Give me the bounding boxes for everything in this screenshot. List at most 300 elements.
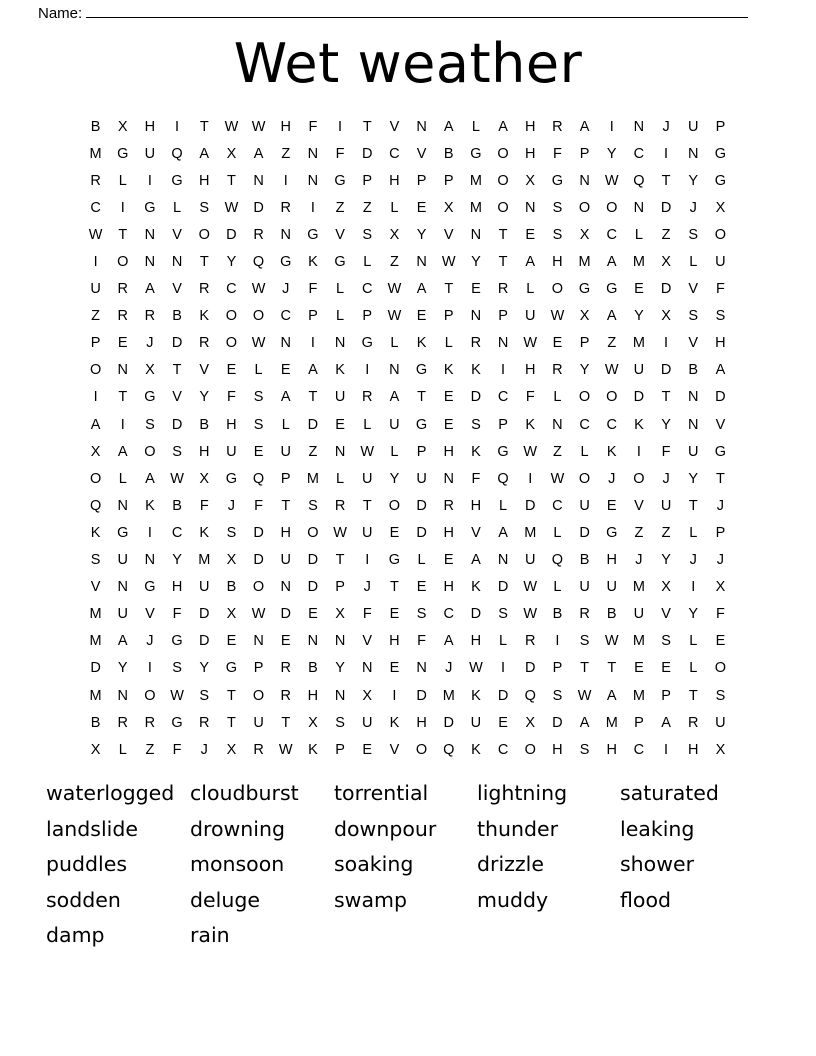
word-list-item[interactable]: saturated bbox=[620, 781, 719, 805]
grid-cell[interactable]: D bbox=[552, 714, 563, 731]
grid-cell[interactable]: K bbox=[145, 497, 155, 514]
grid-cell[interactable]: S bbox=[688, 226, 699, 243]
grid-cell[interactable]: A bbox=[199, 145, 210, 162]
grid-cell[interactable]: Y bbox=[688, 470, 699, 487]
grid-cell[interactable]: P bbox=[661, 687, 671, 704]
grid-cell[interactable]: T bbox=[661, 172, 671, 189]
grid-cell[interactable]: N bbox=[443, 470, 454, 487]
grid-cell[interactable]: W bbox=[251, 606, 266, 623]
grid-cell[interactable]: Q bbox=[524, 687, 536, 704]
grid-cell[interactable]: D bbox=[715, 389, 726, 406]
grid-cell[interactable]: E bbox=[389, 660, 400, 677]
grid-cell[interactable]: N bbox=[280, 579, 291, 596]
grid-cell[interactable]: I bbox=[147, 660, 152, 677]
grid-cell[interactable]: L bbox=[689, 524, 698, 541]
grid-cell[interactable]: P bbox=[308, 308, 318, 325]
grid-cell[interactable]: A bbox=[606, 254, 617, 271]
grid-cell[interactable]: G bbox=[117, 524, 129, 541]
grid-cell[interactable]: D bbox=[90, 660, 101, 677]
grid-cell[interactable]: O bbox=[252, 579, 265, 596]
grid-cell[interactable]: L bbox=[689, 633, 698, 650]
grid-cell[interactable]: V bbox=[471, 524, 481, 541]
grid-cell[interactable]: B bbox=[552, 606, 563, 623]
grid-cell[interactable]: R bbox=[688, 714, 699, 731]
grid-cell[interactable]: D bbox=[660, 281, 672, 298]
grid-cell[interactable]: P bbox=[416, 443, 427, 460]
grid-cell[interactable]: O bbox=[606, 389, 618, 406]
grid-cell[interactable]: X bbox=[145, 362, 155, 379]
grid-cell[interactable]: E bbox=[280, 633, 291, 650]
grid-cell[interactable]: Q bbox=[171, 145, 183, 162]
grid-cell[interactable]: H bbox=[470, 633, 482, 650]
grid-cell[interactable]: O bbox=[497, 172, 509, 189]
grid-cell[interactable]: S bbox=[172, 443, 182, 460]
grid-cell[interactable]: J bbox=[716, 497, 725, 514]
grid-cell[interactable]: R bbox=[117, 281, 128, 298]
grid-cell[interactable]: X bbox=[335, 606, 345, 623]
grid-cell[interactable]: V bbox=[172, 389, 182, 406]
grid-cell[interactable]: R bbox=[497, 281, 509, 298]
grid-cell[interactable]: Z bbox=[362, 199, 372, 216]
grid-cell[interactable]: P bbox=[634, 714, 644, 731]
grid-cell[interactable]: S bbox=[172, 660, 182, 677]
grid-cell[interactable]: G bbox=[334, 254, 346, 271]
grid-cell[interactable]: U bbox=[199, 579, 210, 596]
grid-cell[interactable]: F bbox=[226, 389, 236, 406]
grid-cell[interactable]: S bbox=[226, 524, 237, 541]
grid-cell[interactable]: M bbox=[578, 254, 591, 271]
grid-cell[interactable]: N bbox=[552, 416, 563, 433]
grid-cell[interactable]: D bbox=[443, 714, 454, 731]
grid-cell[interactable]: K bbox=[525, 416, 536, 433]
grid-cell[interactable]: M bbox=[442, 687, 455, 704]
grid-cell[interactable]: F bbox=[254, 497, 263, 514]
grid-cell[interactable]: T bbox=[281, 714, 291, 731]
grid-cell[interactable]: N bbox=[497, 335, 509, 352]
grid-cell[interactable]: P bbox=[498, 308, 508, 325]
grid-cell[interactable]: Y bbox=[606, 145, 617, 162]
word-list-item[interactable]: damp bbox=[46, 923, 105, 948]
grid-cell[interactable]: A bbox=[253, 145, 264, 162]
grid-cell[interactable]: N bbox=[144, 226, 156, 243]
grid-cell[interactable]: P bbox=[416, 172, 427, 189]
grid-cell[interactable]: Q bbox=[89, 497, 102, 514]
word-list-item[interactable]: landslide bbox=[46, 816, 138, 841]
grid-cell[interactable]: E bbox=[634, 281, 644, 298]
grid-cell[interactable]: Y bbox=[688, 606, 699, 623]
grid-cell[interactable]: T bbox=[417, 389, 426, 406]
grid-cell[interactable]: A bbox=[498, 524, 508, 541]
grid-cell[interactable]: S bbox=[199, 199, 210, 216]
grid-cell[interactable]: Y bbox=[661, 552, 671, 569]
grid-cell[interactable]: I bbox=[636, 443, 641, 460]
grid-cell[interactable]: G bbox=[415, 416, 428, 433]
grid-cell[interactable]: H bbox=[389, 633, 400, 650]
grid-cell[interactable]: F bbox=[715, 606, 725, 623]
grid-cell[interactable]: U bbox=[525, 308, 536, 325]
grid-cell[interactable]: R bbox=[253, 741, 264, 758]
grid-cell[interactable]: X bbox=[90, 741, 101, 758]
grid-cell[interactable]: Y bbox=[471, 254, 481, 271]
grid-cell[interactable]: L bbox=[281, 416, 290, 433]
grid-cell[interactable]: N bbox=[633, 199, 645, 216]
grid-cell[interactable]: J bbox=[689, 199, 697, 216]
grid-cell[interactable]: L bbox=[526, 281, 535, 298]
grid-cell[interactable]: T bbox=[580, 660, 589, 677]
grid-cell[interactable]: K bbox=[471, 579, 481, 596]
grid-cell[interactable]: N bbox=[117, 687, 128, 704]
grid-cell[interactable]: W bbox=[251, 118, 266, 135]
grid-cell[interactable]: Y bbox=[389, 470, 400, 487]
grid-cell[interactable]: P bbox=[335, 579, 345, 596]
grid-cell[interactable]: J bbox=[146, 633, 154, 650]
grid-cell[interactable]: J bbox=[445, 660, 453, 677]
grid-cell[interactable]: H bbox=[525, 362, 536, 379]
grid-cell[interactable]: O bbox=[388, 497, 401, 514]
grid-cell[interactable]: U bbox=[660, 497, 672, 514]
grid-cell[interactable]: P bbox=[579, 335, 590, 352]
grid-cell[interactable]: I bbox=[365, 362, 370, 379]
grid-cell[interactable]: R bbox=[280, 660, 291, 677]
grid-cell[interactable]: L bbox=[336, 281, 345, 298]
grid-cell[interactable]: Z bbox=[389, 254, 399, 271]
grid-cell[interactable]: A bbox=[498, 118, 508, 135]
grid-cell[interactable]: B bbox=[90, 118, 101, 135]
word-list-item[interactable]: shower bbox=[620, 852, 695, 877]
grid-cell[interactable]: B bbox=[688, 362, 699, 379]
grid-cell[interactable]: V bbox=[661, 606, 671, 623]
grid-cell[interactable]: M bbox=[524, 524, 537, 541]
grid-cell[interactable]: L bbox=[390, 199, 399, 216]
grid-cell[interactable]: P bbox=[715, 524, 726, 541]
grid-cell[interactable]: E bbox=[335, 416, 345, 433]
grid-cell[interactable]: A bbox=[606, 308, 617, 325]
grid-cell[interactable]: F bbox=[308, 118, 318, 135]
grid-cell[interactable]: Y bbox=[199, 660, 210, 677]
grid-cell[interactable]: W bbox=[170, 470, 184, 487]
grid-cell[interactable]: S bbox=[90, 552, 101, 569]
grid-cell[interactable]: N bbox=[307, 633, 319, 650]
grid-cell[interactable]: I bbox=[310, 335, 315, 352]
grid-cell[interactable]: C bbox=[633, 741, 645, 758]
grid-cell[interactable]: C bbox=[633, 145, 645, 162]
grid-cell[interactable]: L bbox=[553, 579, 562, 596]
grid-cell[interactable]: F bbox=[661, 443, 671, 460]
grid-cell[interactable]: J bbox=[608, 470, 616, 487]
grid-cell[interactable]: T bbox=[226, 687, 236, 704]
grid-cell[interactable]: H bbox=[715, 335, 726, 352]
grid-cell[interactable]: R bbox=[552, 118, 563, 135]
grid-cell[interactable]: F bbox=[172, 606, 182, 623]
grid-cell[interactable]: Y bbox=[634, 308, 644, 325]
grid-cell[interactable]: D bbox=[416, 497, 427, 514]
grid-cell[interactable]: D bbox=[226, 226, 237, 243]
grid-cell[interactable]: N bbox=[470, 226, 482, 243]
grid-cell[interactable]: E bbox=[634, 660, 644, 677]
grid-cell[interactable]: O bbox=[415, 741, 428, 758]
grid-cell[interactable]: T bbox=[607, 660, 617, 677]
grid-cell[interactable]: A bbox=[389, 389, 400, 406]
grid-cell[interactable]: H bbox=[389, 172, 400, 189]
grid-cell[interactable]: X bbox=[226, 741, 237, 758]
grid-cell[interactable]: E bbox=[280, 362, 291, 379]
grid-cell[interactable]: Y bbox=[661, 416, 671, 433]
grid-cell[interactable]: U bbox=[90, 281, 101, 298]
grid-cell[interactable]: O bbox=[144, 443, 156, 460]
grid-cell[interactable]: I bbox=[365, 552, 370, 569]
grid-cell[interactable]: S bbox=[199, 687, 210, 704]
word-list-item[interactable]: swamp bbox=[334, 887, 407, 912]
grid-cell[interactable]: K bbox=[199, 524, 210, 541]
word-list-item[interactable]: sodden bbox=[46, 887, 121, 912]
grid-cell[interactable]: K bbox=[199, 308, 210, 325]
grid-cell[interactable]: Z bbox=[281, 145, 291, 162]
grid-cell[interactable]: G bbox=[578, 281, 591, 298]
grid-cell[interactable]: S bbox=[416, 606, 427, 623]
grid-cell[interactable]: R bbox=[280, 199, 291, 216]
grid-cell[interactable]: B bbox=[172, 308, 182, 325]
grid-cell[interactable]: U bbox=[117, 606, 128, 623]
grid-cell[interactable]: Y bbox=[335, 660, 345, 677]
grid-cell[interactable]: Y bbox=[226, 254, 237, 271]
grid-cell[interactable]: A bbox=[661, 714, 671, 731]
grid-cell[interactable]: L bbox=[499, 497, 508, 514]
grid-cell[interactable]: K bbox=[308, 254, 318, 271]
grid-cell[interactable]: Y bbox=[579, 362, 590, 379]
grid-cell[interactable]: N bbox=[117, 362, 128, 379]
grid-cell[interactable]: Q bbox=[551, 552, 564, 569]
grid-cell[interactable]: S bbox=[498, 606, 508, 623]
grid-cell[interactable]: R bbox=[144, 308, 156, 325]
grid-cell[interactable]: V bbox=[416, 145, 427, 162]
grid-cell[interactable]: C bbox=[497, 389, 509, 406]
grid-cell[interactable]: S bbox=[308, 497, 318, 514]
grid-cell[interactable]: J bbox=[363, 579, 371, 596]
grid-cell[interactable]: W bbox=[469, 660, 483, 677]
grid-cell[interactable]: E bbox=[226, 362, 237, 379]
grid-cell[interactable]: A bbox=[308, 362, 318, 379]
grid-cell[interactable]: U bbox=[334, 389, 346, 406]
grid-cell[interactable]: T bbox=[172, 362, 182, 379]
grid-cell[interactable]: N bbox=[171, 254, 183, 271]
grid-cell[interactable]: V bbox=[362, 633, 373, 650]
grid-cell[interactable]: W bbox=[523, 335, 538, 352]
grid-cell[interactable]: Y bbox=[688, 172, 699, 189]
grid-cell[interactable]: N bbox=[416, 254, 427, 271]
grid-cell[interactable]: O bbox=[89, 470, 102, 487]
grid-cell[interactable]: D bbox=[253, 524, 264, 541]
grid-cell[interactable]: G bbox=[470, 145, 482, 162]
grid-cell[interactable]: Q bbox=[252, 254, 265, 271]
grid-cell[interactable]: H bbox=[525, 118, 536, 135]
grid-cell[interactable]: R bbox=[117, 308, 128, 325]
grid-cell[interactable]: N bbox=[307, 145, 319, 162]
grid-cell[interactable]: T bbox=[335, 552, 345, 569]
grid-cell[interactable]: U bbox=[144, 145, 156, 162]
grid-cell[interactable]: O bbox=[714, 226, 727, 243]
grid-cell[interactable]: L bbox=[634, 226, 643, 243]
grid-cell[interactable]: A bbox=[606, 687, 617, 704]
grid-cell[interactable]: J bbox=[227, 497, 236, 514]
grid-cell[interactable]: G bbox=[714, 145, 727, 162]
grid-cell[interactable]: H bbox=[552, 254, 563, 271]
grid-cell[interactable]: W bbox=[387, 281, 402, 298]
grid-cell[interactable]: U bbox=[226, 443, 237, 460]
grid-cell[interactable]: D bbox=[660, 199, 672, 216]
grid-cell[interactable]: E bbox=[471, 281, 481, 298]
grid-cell[interactable]: M bbox=[198, 552, 211, 569]
grid-cell[interactable]: A bbox=[443, 633, 454, 650]
word-list-item[interactable]: rain bbox=[190, 923, 230, 948]
grid-cell[interactable]: H bbox=[470, 497, 482, 514]
grid-cell[interactable]: O bbox=[578, 389, 591, 406]
grid-cell[interactable]: P bbox=[579, 145, 590, 162]
grid-cell[interactable]: U bbox=[633, 362, 645, 379]
grid-cell[interactable]: C bbox=[226, 281, 237, 298]
grid-cell[interactable]: F bbox=[362, 606, 372, 623]
grid-cell[interactable]: J bbox=[662, 470, 670, 487]
grid-cell[interactable]: I bbox=[691, 579, 696, 596]
grid-cell[interactable]: G bbox=[606, 281, 618, 298]
grid-cell[interactable]: U bbox=[280, 552, 291, 569]
grid-cell[interactable]: T bbox=[308, 389, 318, 406]
grid-cell[interactable]: S bbox=[661, 633, 671, 650]
grid-cell[interactable]: E bbox=[715, 633, 726, 650]
grid-cell[interactable]: P bbox=[715, 118, 726, 135]
grid-cell[interactable]: L bbox=[363, 254, 372, 271]
word-list-item[interactable]: leaking bbox=[620, 816, 695, 841]
word-list-item[interactable]: cloudburst bbox=[190, 781, 299, 805]
grid-cell[interactable]: E bbox=[443, 416, 454, 433]
grid-cell[interactable]: M bbox=[89, 687, 102, 704]
grid-cell[interactable]: E bbox=[498, 714, 508, 731]
grid-cell[interactable]: X bbox=[715, 741, 726, 758]
grid-cell[interactable]: K bbox=[634, 416, 644, 433]
grid-cell[interactable]: N bbox=[525, 199, 536, 216]
grid-cell[interactable]: E bbox=[416, 308, 427, 325]
grid-cell[interactable]: M bbox=[605, 714, 618, 731]
grid-cell[interactable]: N bbox=[334, 335, 346, 352]
grid-cell[interactable]: H bbox=[199, 443, 210, 460]
grid-cell[interactable]: T bbox=[362, 118, 372, 135]
grid-cell[interactable]: L bbox=[390, 335, 399, 352]
grid-cell[interactable]: N bbox=[497, 552, 509, 569]
grid-cell[interactable]: Y bbox=[117, 660, 128, 677]
grid-cell[interactable]: X bbox=[715, 199, 726, 216]
grid-cell[interactable]: G bbox=[361, 335, 373, 352]
grid-cell[interactable]: W bbox=[550, 470, 565, 487]
grid-cell[interactable]: Q bbox=[497, 470, 509, 487]
grid-cell[interactable]: E bbox=[308, 606, 318, 623]
grid-cell[interactable]: U bbox=[525, 552, 536, 569]
grid-cell[interactable]: H bbox=[280, 118, 291, 135]
word-list-item[interactable]: flood bbox=[620, 887, 672, 912]
grid-cell[interactable]: U bbox=[606, 579, 617, 596]
grid-cell[interactable]: H bbox=[171, 579, 183, 596]
grid-cell[interactable]: L bbox=[118, 172, 127, 189]
grid-cell[interactable]: E bbox=[362, 741, 373, 758]
grid-cell[interactable]: X bbox=[661, 308, 671, 325]
grid-cell[interactable]: F bbox=[335, 145, 345, 162]
grid-cell[interactable]: G bbox=[117, 145, 129, 162]
grid-cell[interactable]: H bbox=[552, 741, 563, 758]
grid-cell[interactable]: S bbox=[579, 633, 590, 650]
grid-cell[interactable]: O bbox=[144, 687, 156, 704]
grid-cell[interactable]: C bbox=[362, 281, 373, 298]
grid-cell[interactable]: W bbox=[550, 308, 565, 325]
grid-cell[interactable]: I bbox=[93, 389, 98, 406]
grid-cell[interactable]: V bbox=[715, 416, 726, 433]
grid-cell[interactable]: Z bbox=[335, 199, 345, 216]
grid-cell[interactable]: E bbox=[416, 579, 427, 596]
grid-cell[interactable]: B bbox=[199, 416, 210, 433]
grid-cell[interactable]: W bbox=[88, 226, 103, 243]
grid-cell[interactable]: F bbox=[552, 145, 562, 162]
grid-cell[interactable]: Z bbox=[91, 308, 100, 325]
grid-cell[interactable]: O bbox=[252, 687, 265, 704]
grid-cell[interactable]: D bbox=[171, 335, 183, 352]
grid-cell[interactable]: N bbox=[334, 687, 346, 704]
grid-cell[interactable]: B bbox=[606, 606, 617, 623]
grid-cell[interactable]: X bbox=[525, 714, 536, 731]
grid-cell[interactable]: X bbox=[226, 552, 237, 569]
grid-cell[interactable]: B bbox=[443, 145, 454, 162]
grid-cell[interactable]: U bbox=[362, 714, 373, 731]
grid-cell[interactable]: D bbox=[253, 199, 264, 216]
grid-cell[interactable]: E bbox=[389, 524, 400, 541]
grid-cell[interactable]: C bbox=[171, 524, 183, 541]
grid-cell[interactable]: U bbox=[389, 416, 400, 433]
grid-cell[interactable]: F bbox=[308, 281, 318, 298]
grid-cell[interactable]: X bbox=[117, 118, 128, 135]
grid-cell[interactable]: N bbox=[633, 118, 645, 135]
grid-cell[interactable]: D bbox=[416, 524, 427, 541]
grid-cell[interactable]: Y bbox=[416, 226, 427, 243]
grid-cell[interactable]: R bbox=[117, 714, 128, 731]
grid-cell[interactable]: T bbox=[199, 254, 209, 271]
grid-cell[interactable]: W bbox=[224, 199, 239, 216]
grid-cell[interactable]: V bbox=[172, 226, 182, 243]
grid-cell[interactable]: K bbox=[471, 687, 481, 704]
grid-cell[interactable]: O bbox=[198, 226, 210, 243]
grid-cell[interactable]: L bbox=[254, 362, 263, 379]
grid-cell[interactable]: A bbox=[416, 281, 427, 298]
grid-cell[interactable]: T bbox=[688, 497, 698, 514]
grid-cell[interactable]: I bbox=[501, 362, 506, 379]
grid-cell[interactable]: W bbox=[577, 687, 592, 704]
grid-cell[interactable]: E bbox=[226, 633, 237, 650]
grid-cell[interactable]: G bbox=[171, 633, 183, 650]
grid-cell[interactable]: P bbox=[335, 741, 345, 758]
grid-cell[interactable]: W bbox=[333, 524, 347, 541]
grid-cell[interactable]: A bbox=[443, 118, 454, 135]
grid-cell[interactable]: W bbox=[360, 443, 375, 460]
grid-cell[interactable]: D bbox=[579, 524, 590, 541]
grid-cell[interactable]: T bbox=[118, 389, 128, 406]
grid-cell[interactable]: X bbox=[525, 172, 536, 189]
grid-cell[interactable]: O bbox=[89, 362, 102, 379]
name-input-blank[interactable] bbox=[86, 0, 748, 18]
grid-cell[interactable]: J bbox=[716, 552, 725, 569]
grid-cell[interactable]: I bbox=[147, 524, 152, 541]
grid-cell[interactable]: O bbox=[497, 145, 509, 162]
grid-cell[interactable]: G bbox=[334, 172, 346, 189]
grid-cell[interactable]: H bbox=[443, 524, 454, 541]
grid-cell[interactable]: M bbox=[306, 470, 319, 487]
grid-cell[interactable]: S bbox=[471, 416, 481, 433]
grid-cell[interactable]: S bbox=[688, 308, 699, 325]
grid-cell[interactable]: F bbox=[715, 281, 725, 298]
